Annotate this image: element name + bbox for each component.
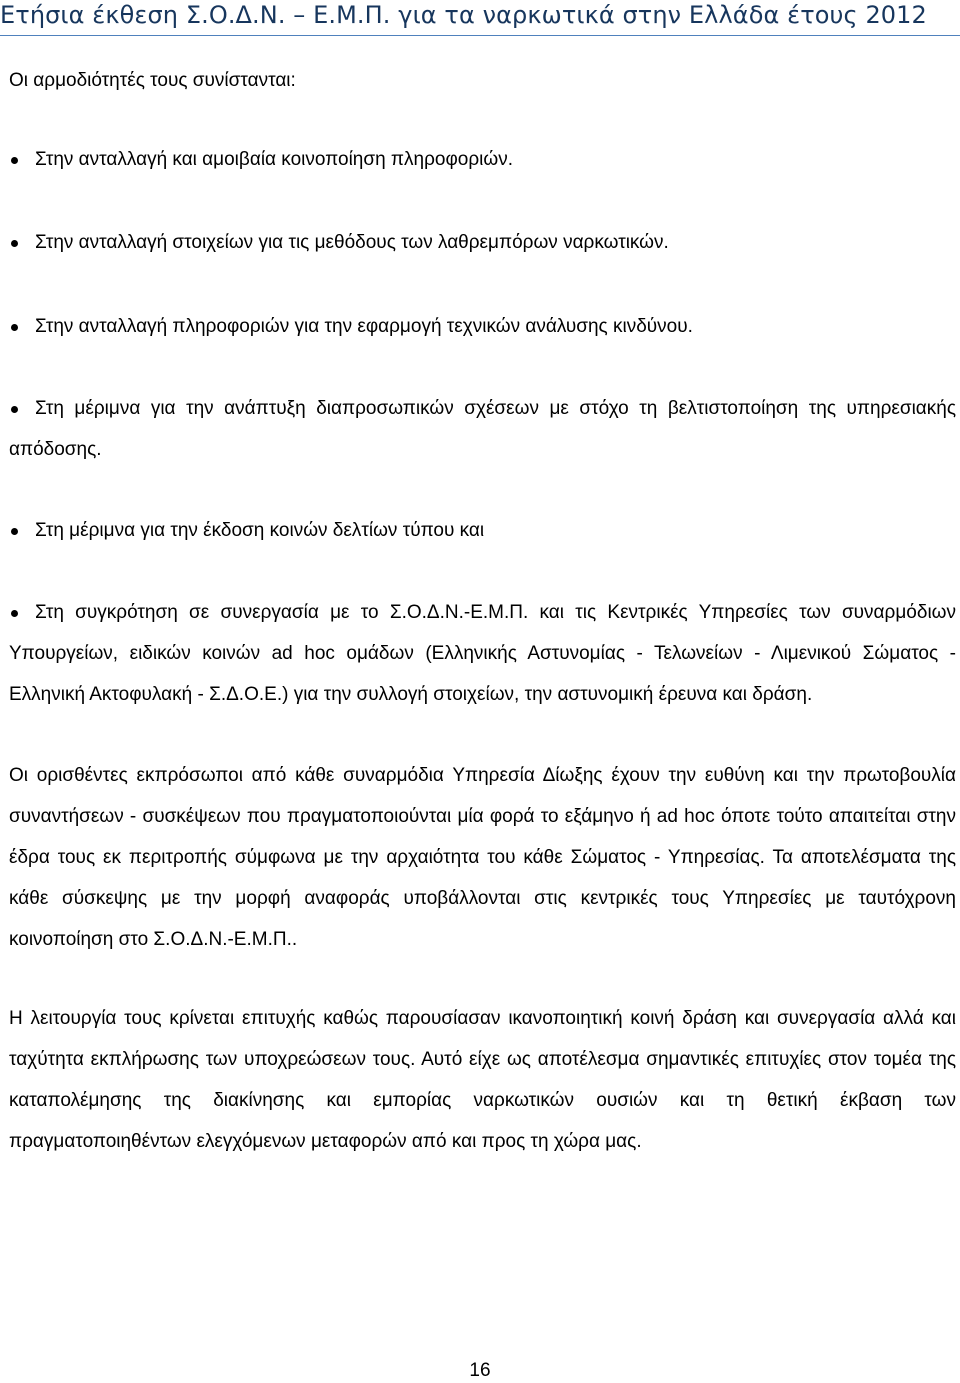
list-item	[9, 592, 956, 715]
list-item-text: Στην ανταλλαγή και αμοιβαία κοινοποίηση πληροφοριών.	[35, 149, 514, 170]
bullet-icon	[11, 528, 18, 535]
list-item-text: Στη μέριμνα για την ανάπτυξη διαπροσωπικών σχέσεων με στόχο τη βελτιστοποίηση της υπηρεσιακής απόδοσης.	[9, 398, 956, 460]
list-item	[9, 306, 956, 347]
list-item-text: Στη μέριμνα για την έκδοση κοινών δελτίων τύπου και	[35, 520, 485, 541]
bullet-icon	[11, 610, 18, 617]
list-item	[9, 222, 956, 263]
bullet-icon	[11, 240, 18, 247]
page-number: 16	[469, 1360, 491, 1381]
intro-text: Οι αρμοδιότητές τους συνίστανται:	[9, 70, 296, 91]
page-header	[0, 0, 960, 36]
list-item	[9, 139, 956, 180]
body-paragraph: Οι ορισθέντες εκπρόσωποι από κάθε συναρμόδια Υπηρεσία Δίωξης έχουν την ευθύνη και την πρωτοβουλία συναντήσεων - συσκέψεων που πραγματοποιούνται μία φορά το εξάμηνο ή ad hoc όποτε τούτο απαιτείται στην έδρα τους εκ περιτροπής σύμφωνα με την αρχαιότητα του κάθε Σώματος - Υπηρεσίας. Τα αποτελέσματα της κάθε σύσκεψης με την μορφή αναφοράς υποβάλλονται στις κεντρικές τους Υπηρεσίες με ταυτόχρονη κοινοποίηση στο Σ.Ο.Δ.Ν.-Ε.Μ.Π..	[9, 765, 956, 950]
bullet-icon	[11, 406, 18, 413]
body-paragraph: Η λειτουργία τους κρίνεται επιτυχής καθώς παρουσίασαν ικανοποιητική κοινή δράση και συνεργασία αλλά και ταχύτητα εκπλήρωσης των υποχρεώσεων τους. Αυτό είχε ως αποτέλεσμα σημαντικές επιτυχίες στον τομέα της καταπολέμησης της διακίνησης και εμπορίας ναρκωτικών ουσιών και τη θετική έκβαση των πραγματοποιηθέντων ελεγχόμενων μεταφορών από και προς τη χώρα μας.	[9, 1008, 956, 1152]
list-item-text: Στη συγκρότηση σε συνεργασία με το Σ.Ο.Δ.Ν.-Ε.Μ.Π. και τις Κεντρικές Υπηρεσίες των συναρμόδιων Υπουργείων, ειδικών κοινών ad hoc ομάδων (Ελληνικής Αστυνομίας - Τελωνείων - Λιμενικού Σώματος - Ελληνική Ακτοφυλακή - Σ.Δ.Ο.Ε.) για την συλλογή στοιχείων, την αστυνομική έρευνα και δράση.	[9, 602, 956, 705]
header-title: Ετήσια έκθεση Σ.Ο.Δ.Ν. – Ε.Μ.Π. για τα ναρκωτικά στην Ελλάδα έτους 2012	[0, 1, 927, 29]
bullet-icon	[11, 324, 18, 331]
list-item	[9, 510, 956, 551]
bullet-icon	[11, 157, 18, 164]
header-rule	[0, 35, 960, 36]
list-item-text: Στην ανταλλαγή στοιχείων για τις μεθόδους των λαθρεμπόρων ναρκωτικών.	[35, 232, 669, 253]
list-item	[9, 388, 956, 470]
list-item-text: Στην ανταλλαγή πληροφοριών για την εφαρμογή τεχνικών ανάλυσης κινδύνου.	[35, 316, 693, 337]
